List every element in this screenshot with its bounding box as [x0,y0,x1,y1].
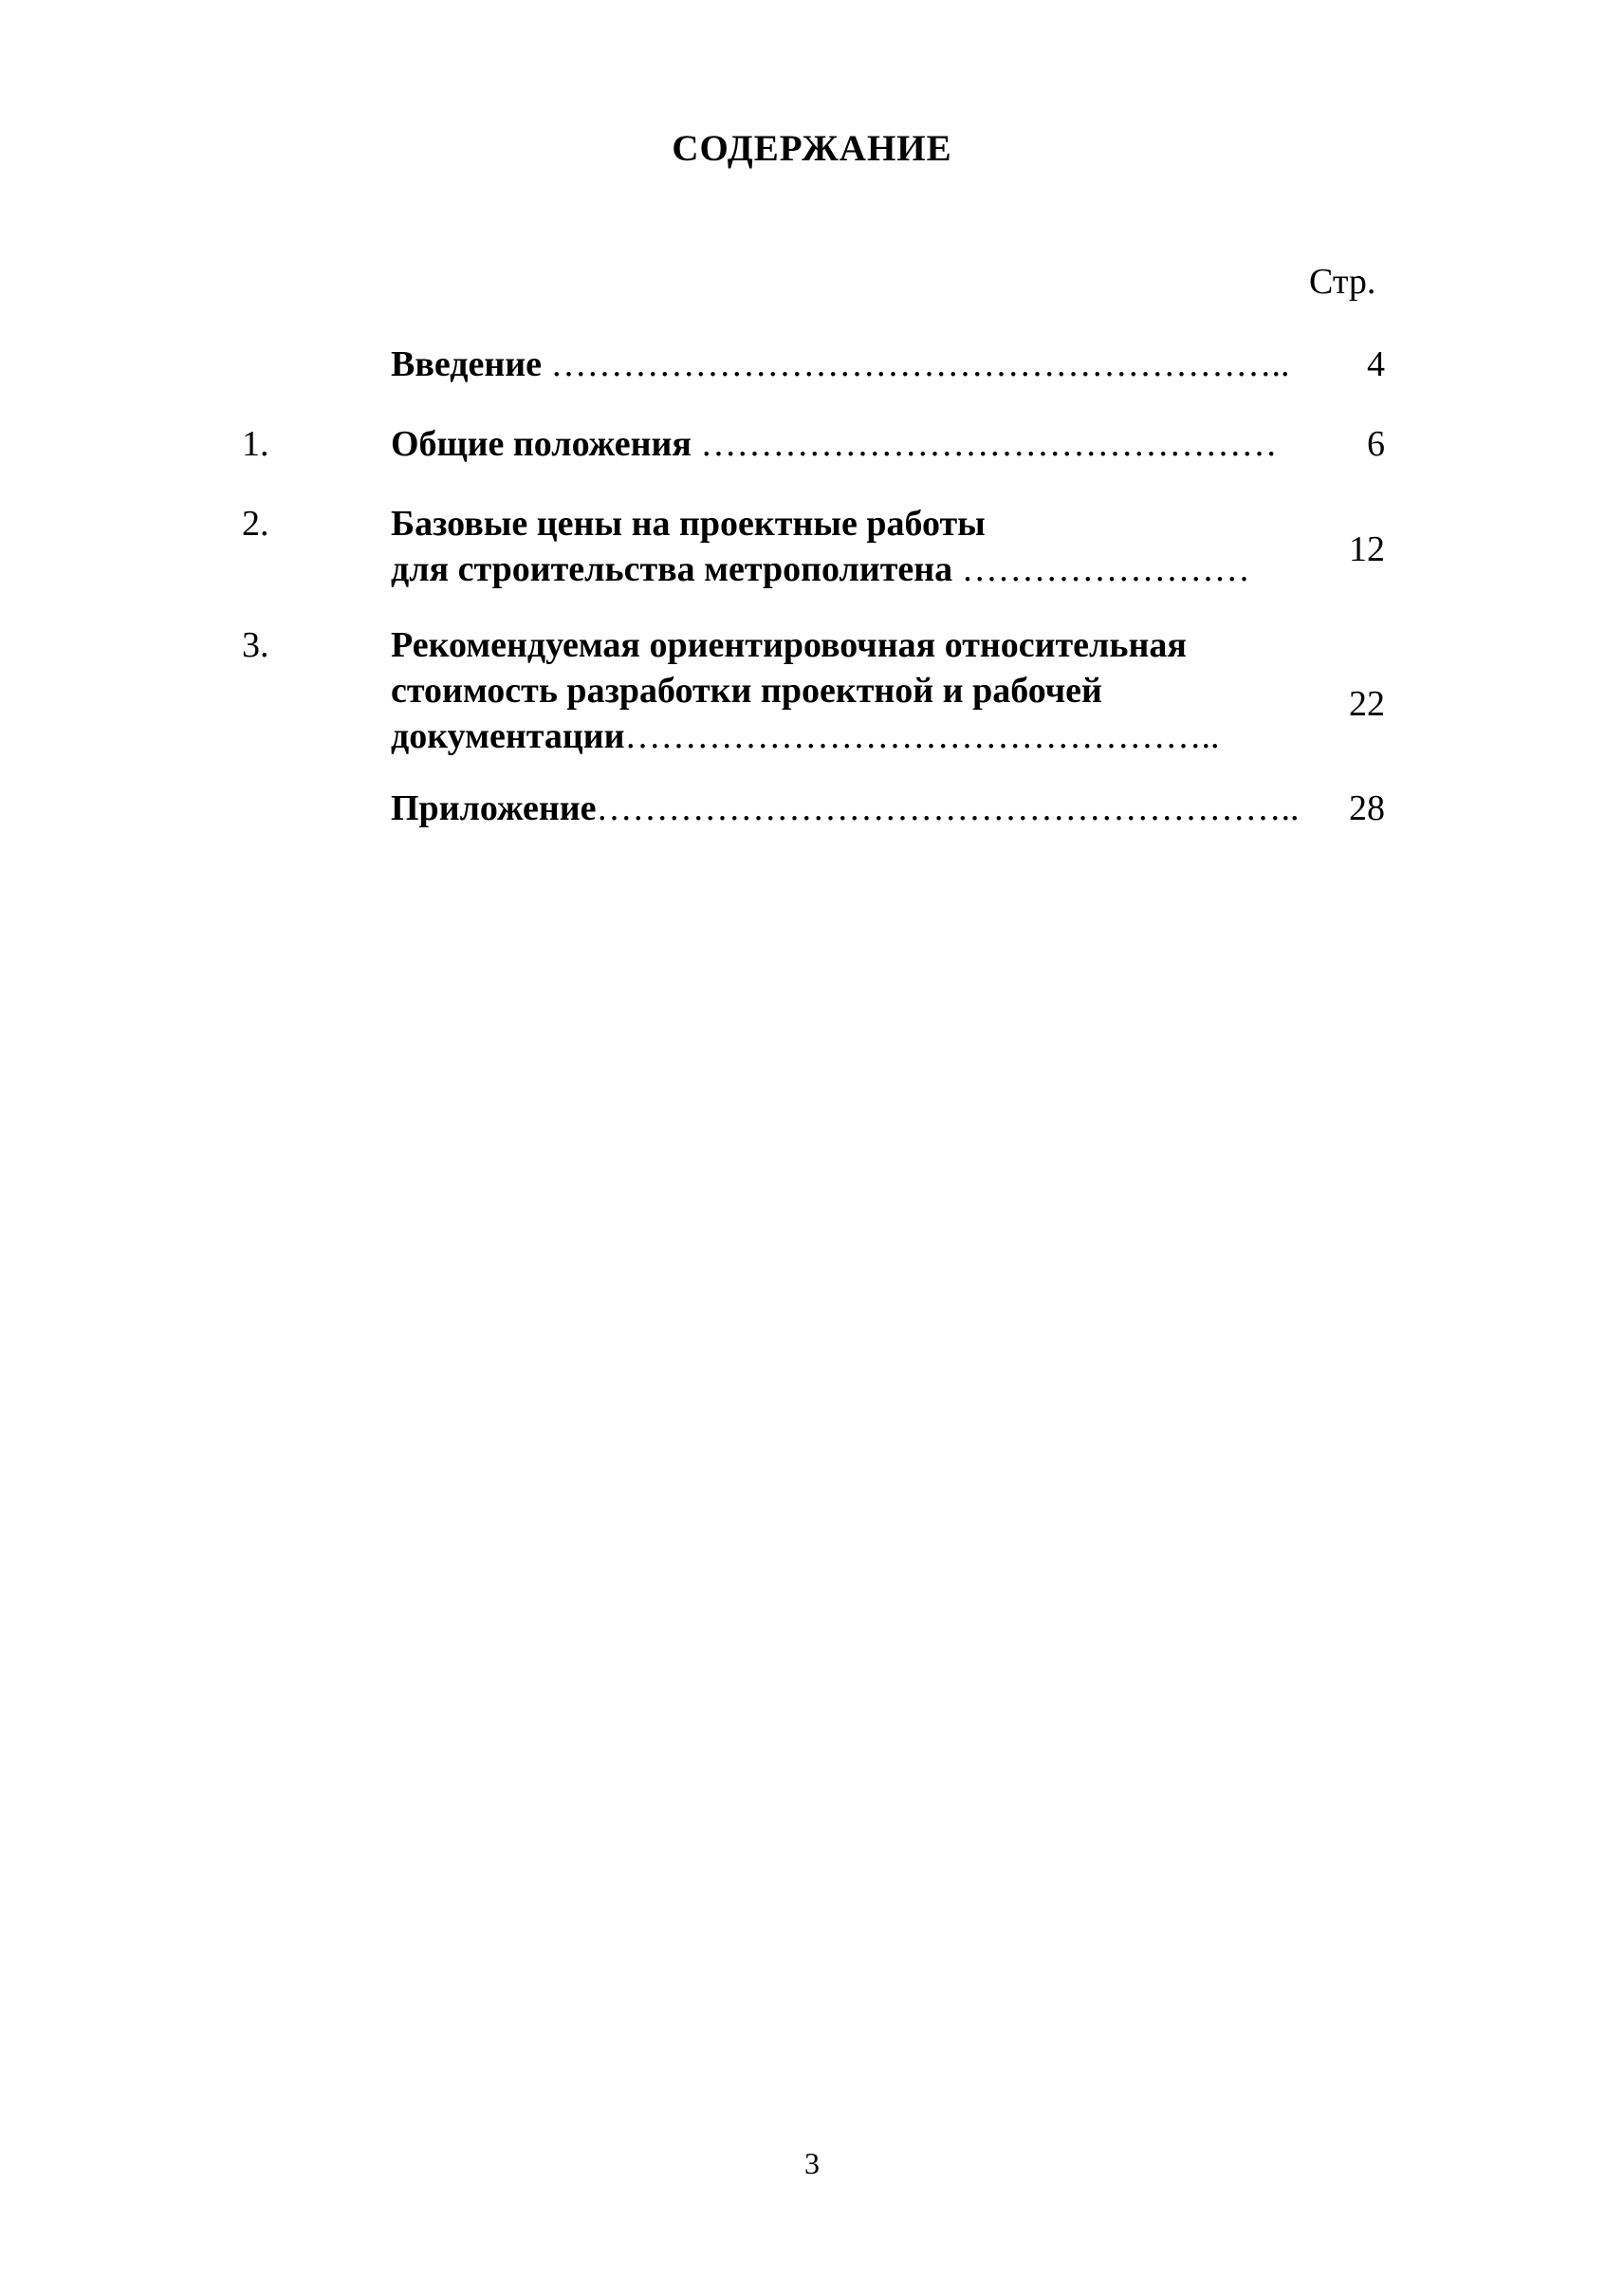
toc-entry-number: 3. [242,625,269,665]
toc-entry-text [391,622,1283,759]
toc-entry-page: 28 [1349,788,1385,828]
toc-entry-page: 12 [1349,529,1385,569]
toc-leader-dots: ………………………………………………….. [596,788,1300,828]
page-number: 3 [804,2146,820,2180]
toc-entry-introduction[interactable] [0,342,1624,387]
toc-leader-dots: ………………………………………….. [624,716,1220,756]
toc-entry-page: 4 [1367,344,1385,384]
toc-entry-line [391,546,1283,592]
toc-entry-title: Введение [391,344,542,384]
toc-entry-appendix[interactable] [0,786,1624,831]
toc-entry-number: 2. [242,504,269,544]
toc-entry-title: Приложение [391,788,597,828]
toc-leader-dots: ………………………………………… [691,424,1278,464]
toc-entry-title: для строительства метрополитена [391,549,953,589]
toc-entry-base-prices[interactable] [0,501,1624,592]
toc-entry-title: Общие положения [391,424,692,464]
toc-leader-dots: …………………… [952,549,1250,589]
toc-entry-line [391,342,1290,387]
toc-entry-page: 6 [1367,424,1385,464]
page-title: СОДЕРЖАНИЕ [672,128,952,169]
toc-entry-text [391,786,1300,831]
toc-entry-number: 1. [242,424,269,464]
toc-entry-line: стоимость разработки проектной и рабочей [391,671,1102,711]
toc-entry-text [391,421,1283,467]
toc-entry-title: документации [391,716,625,756]
toc-entry-line [391,421,1283,467]
toc-entry-line: Рекомендуемая ориентировочная относительная [391,625,1187,665]
toc-entry-line [391,786,1300,831]
toc-entry-line [391,713,1283,759]
page-column-label: Стр. [1309,262,1376,302]
toc-entry-recommended-cost[interactable] [0,622,1624,759]
toc-leader-dots: …………………………………………………….. [541,344,1290,384]
toc-entry-general-provisions[interactable] [0,421,1624,467]
toc-entry-page: 22 [1349,684,1385,724]
toc-entry-text [391,342,1290,387]
toc-entry-text [391,501,1283,592]
toc-entry-line: Базовые цены на проектные работы [391,504,986,544]
